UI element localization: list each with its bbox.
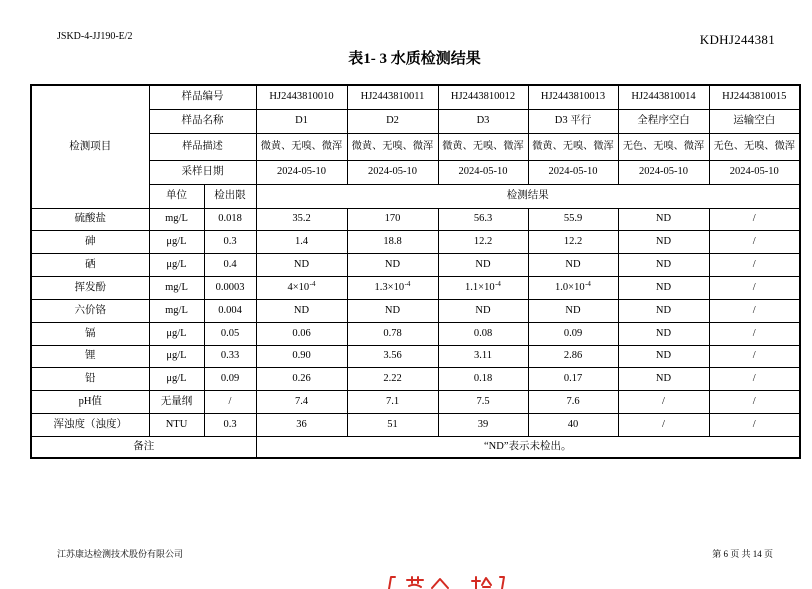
result-value-cell: 1.4 (256, 230, 347, 253)
unit-cell: μg/L (149, 322, 204, 345)
sample-field-value: 2024-05-10 (618, 160, 709, 184)
sample-field-value: 微黄、无嗅、微浑 (438, 133, 528, 160)
result-value-cell: ND (618, 253, 709, 276)
parameter-name-cell: 锂 (31, 345, 149, 367)
result-value-cell (528, 276, 618, 299)
result-value-cell: 2.86 (528, 345, 618, 367)
result-value-cell: / (709, 230, 800, 253)
result-exponent: -4 (585, 279, 591, 288)
sample-field-label: 样品描述 (149, 133, 256, 160)
sample-field-value: D3 (438, 109, 528, 133)
result-value-cell: / (618, 413, 709, 436)
result-header-cell: 检测结果 (256, 184, 800, 208)
result-mantissa: 1.0×10 (555, 281, 585, 293)
detection-limit-cell: / (204, 390, 256, 413)
parameter-name-cell: 浑浊度（浊度） (31, 413, 149, 436)
detection-limit-cell: 0.3 (204, 413, 256, 436)
parameter-name-cell: 砷 (31, 230, 149, 253)
result-value-cell: 55.9 (528, 208, 618, 230)
result-value-cell (438, 276, 528, 299)
unit-cell: mg/L (149, 276, 204, 299)
sample-field-label: 样品名称 (149, 109, 256, 133)
unit-cell: μg/L (149, 367, 204, 390)
sample-field-value: HJ2443810011 (347, 85, 438, 109)
result-row (31, 390, 800, 413)
seal-stroke (482, 578, 491, 585)
sample-field-value: 全程序空白 (618, 109, 709, 133)
seal-stroke (409, 585, 421, 587)
unit-cell: mg/L (149, 208, 204, 230)
result-value-cell: ND (618, 299, 709, 322)
result-value-cell: ND (438, 299, 528, 322)
result-mantissa: 4×10 (287, 281, 310, 293)
result-value-cell: ND (618, 322, 709, 345)
water-quality-results-table (30, 84, 801, 459)
result-row (31, 208, 800, 230)
seal-right-bracket (500, 577, 504, 589)
sample-field-label: 样品编号 (149, 85, 256, 109)
result-value-cell: 3.56 (347, 345, 438, 367)
sample-field-value: D1 (256, 109, 347, 133)
sample-field-value: HJ2443810013 (528, 85, 618, 109)
result-value-cell: 0.18 (438, 367, 528, 390)
unit-header-cell: 单位 (149, 184, 204, 208)
result-row (31, 413, 800, 436)
result-value-cell: 0.17 (528, 367, 618, 390)
detection-limit-cell: 0.018 (204, 208, 256, 230)
sample-field-value: 微黄、无嗅、微浑 (347, 133, 438, 160)
sample-field-value: 运输空白 (709, 109, 800, 133)
unit-cell: μg/L (149, 230, 204, 253)
sample-field-value: D2 (347, 109, 438, 133)
result-value-cell: 18.8 (347, 230, 438, 253)
result-row (31, 299, 800, 322)
result-value-cell: 40 (528, 413, 618, 436)
detection-limit-cell: 0.05 (204, 322, 256, 345)
result-value-cell: 0.09 (528, 322, 618, 345)
result-value-cell: 0.06 (256, 322, 347, 345)
remark-text-cell: “ND”表示未检出。 (256, 436, 800, 458)
detection-limit-cell: 0.33 (204, 345, 256, 367)
page-number: 第 6 页 共 14 页 (712, 549, 773, 559)
limit-header-cell: 检出限 (204, 184, 256, 208)
result-value-cell: ND (347, 253, 438, 276)
result-value-cell: ND (528, 299, 618, 322)
detection-limit-cell: 0.4 (204, 253, 256, 276)
sample-field-value: 2024-05-10 (347, 160, 438, 184)
seal-stroke (432, 579, 448, 588)
sample-field-value: HJ2443810012 (438, 85, 528, 109)
result-value-cell (347, 276, 438, 299)
unit-cell: NTU (149, 413, 204, 436)
result-value-cell: ND (618, 230, 709, 253)
table-title: 表1- 3 水质检测结果 (348, 51, 481, 67)
result-value-cell: 0.78 (347, 322, 438, 345)
parameter-name-cell: 挥发酚 (31, 276, 149, 299)
table-body (31, 85, 800, 458)
parameter-name-cell: pH值 (31, 390, 149, 413)
result-value-cell: 7.5 (438, 390, 528, 413)
parameter-name-cell: 硒 (31, 253, 149, 276)
sample-field-label: 采样日期 (149, 160, 256, 184)
parameter-name-cell: 硫酸盐 (31, 208, 149, 230)
remark-label-cell: 备注 (31, 436, 256, 458)
result-value-cell: / (709, 299, 800, 322)
parameter-name-cell: 镉 (31, 322, 149, 345)
result-value-cell: ND (618, 345, 709, 367)
result-exponent: -4 (495, 279, 501, 288)
sample-info-row (31, 85, 800, 109)
result-value-cell: 170 (347, 208, 438, 230)
parameter-name-cell: 六价铬 (31, 299, 149, 322)
detection-limit-cell: 0.3 (204, 230, 256, 253)
result-value-cell: / (618, 390, 709, 413)
unit-cell: μg/L (149, 345, 204, 367)
document-code: JSKD-4-JJ190-E/2 (57, 31, 133, 42)
result-value-cell: ND (347, 299, 438, 322)
unit-cell: 无量纲 (149, 390, 204, 413)
detection-limit-cell: 0.004 (204, 299, 256, 322)
result-value-cell: / (709, 322, 800, 345)
sample-field-value: 2024-05-10 (438, 160, 528, 184)
result-exponent: -4 (404, 279, 411, 288)
result-value-cell: 51 (347, 413, 438, 436)
seal-left-bracket (389, 577, 395, 589)
result-value-cell (256, 276, 347, 299)
result-row (31, 253, 800, 276)
result-value-cell: 36 (256, 413, 347, 436)
sample-field-value: 无色、无嗅、微浑 (618, 133, 709, 160)
result-value-cell: 35.2 (256, 208, 347, 230)
company-name: 江苏康达检测技术股份有限公司 (57, 549, 184, 559)
result-mantissa: 1.1×10 (465, 281, 495, 293)
result-value-cell: ND (618, 208, 709, 230)
result-value-cell: ND (618, 367, 709, 390)
result-value-cell: 7.6 (528, 390, 618, 413)
result-row (31, 230, 800, 253)
result-exponent: -4 (309, 279, 316, 288)
result-value-cell: 7.1 (347, 390, 438, 413)
result-value-cell: ND (256, 253, 347, 276)
item-header-cell: 检测项目 (31, 85, 149, 208)
result-value-cell: / (709, 367, 800, 390)
result-value-cell: / (709, 413, 800, 436)
result-row (31, 367, 800, 390)
sample-field-value: 无色、无嗅、微浑 (709, 133, 800, 160)
detection-limit-cell: 0.0003 (204, 276, 256, 299)
result-row (31, 322, 800, 345)
sample-field-value: 2024-05-10 (528, 160, 618, 184)
result-value-cell: 7.4 (256, 390, 347, 413)
result-value-cell: 0.90 (256, 345, 347, 367)
result-value-cell: / (709, 390, 800, 413)
result-value-cell: ND (618, 276, 709, 299)
result-value-cell: ND (438, 253, 528, 276)
sample-field-value: 2024-05-10 (709, 160, 800, 184)
result-value-cell: 0.08 (438, 322, 528, 345)
result-value-cell: ND (528, 253, 618, 276)
result-row (31, 276, 800, 299)
result-value-cell: / (709, 253, 800, 276)
unit-cell: mg/L (149, 299, 204, 322)
result-value-cell: 39 (438, 413, 528, 436)
red-seal-stamp (386, 575, 510, 589)
result-value-cell: 12.2 (438, 230, 528, 253)
sample-field-value: D3 平行 (528, 109, 618, 133)
sample-field-value: 微黄、无嗅、微浑 (528, 133, 618, 160)
result-mantissa: 1.3×10 (374, 281, 405, 293)
sample-field-value: 微黄、无嗅、微浑 (256, 133, 347, 160)
result-value-cell: / (709, 345, 800, 367)
sample-field-value: HJ2443810015 (709, 85, 800, 109)
result-value-cell: / (709, 276, 800, 299)
sample-field-value: 2024-05-10 (256, 160, 347, 184)
result-value-cell: 3.11 (438, 345, 528, 367)
result-value-cell: 0.26 (256, 367, 347, 390)
unit-cell: μg/L (149, 253, 204, 276)
result-value-cell: ND (256, 299, 347, 322)
result-value-cell: / (709, 208, 800, 230)
result-value-cell: 2.22 (347, 367, 438, 390)
result-row (31, 345, 800, 367)
result-value-cell: 12.2 (528, 230, 618, 253)
report-number: KDHJ244381 (699, 32, 775, 47)
remark-row (31, 436, 800, 458)
sample-field-value: HJ2443810010 (256, 85, 347, 109)
sample-field-value: HJ2443810014 (618, 85, 709, 109)
detection-limit-cell: 0.09 (204, 367, 256, 390)
parameter-name-cell: 铅 (31, 367, 149, 390)
result-value-cell: 56.3 (438, 208, 528, 230)
